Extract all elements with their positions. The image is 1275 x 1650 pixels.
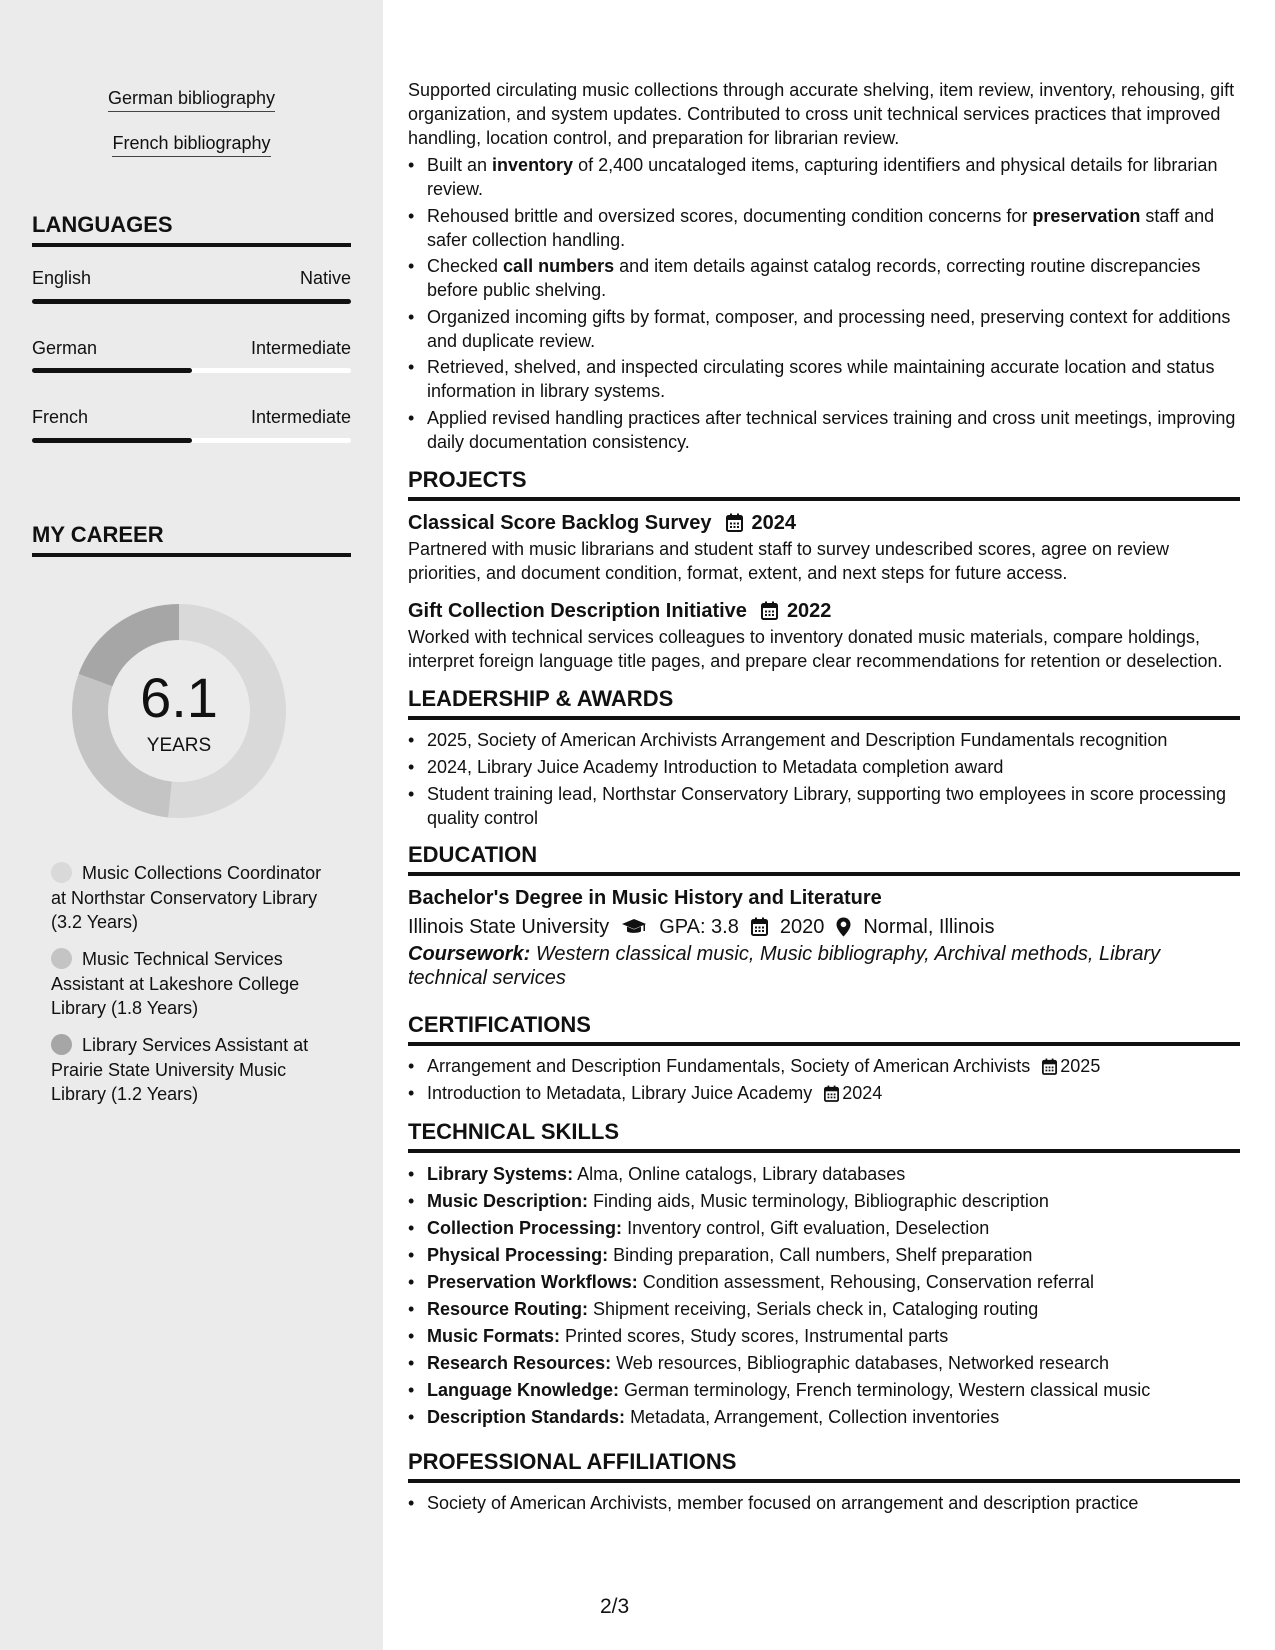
language-name: English [32, 268, 92, 288]
calendar-icon [824, 1085, 839, 1102]
language-name: French [32, 407, 89, 427]
project-description: Worked with technical services colleagues to inventory donated music materials, compare holdings, interpret foreign language title pages, and prepare clear recommendations for retention or deselection. [408, 626, 1223, 671]
project-title [408, 597, 1240, 625]
project-year: 2022 [786, 599, 832, 622]
skill-item: • Collection Processing: Inventory control, Gift evaluation, Deselection [408, 1215, 1240, 1242]
skill-item: • Preservation Workflows: Condition assessment, Rehousing, Conservation referral [408, 1269, 1240, 1296]
affiliations-list [408, 1491, 1240, 1515]
main-content [408, 78, 1240, 1515]
career-legend-item [51, 947, 331, 1021]
language-bar [32, 299, 351, 304]
degree-title: Bachelor's Degree in Music History and Literature [408, 886, 882, 909]
skill-item: • Resource Routing: Shipment receiving, Serials check in, Cataloging routing [408, 1296, 1240, 1323]
career-heading: MY CAREER [32, 522, 351, 557]
project-title [408, 509, 1240, 537]
education-meta [408, 912, 1240, 942]
skill-item: • Language Knowledge: German terminology, French terminology, Western classical music [408, 1377, 1240, 1404]
experience-bullet: • Checked call numbers and item details against catalog records, correcting routine discrepancies before public shelving. [408, 254, 1240, 302]
project-description: Partnered with music librarians and student staff to survey undescribed scores, agree on review priorities, and document condition, format, extent, and next steps for future access. [408, 538, 1170, 583]
career-legend-text: Library Services Assistant at Prairie State University Music Library (1.2 Years) [51, 1035, 309, 1104]
certification-year: 2025 [1060, 1055, 1101, 1076]
language-level: Intermediate [250, 338, 351, 358]
experience-bullet: • Applied revised handling practices after technical services training and cross unit meetings, improving daily documentation consistency. [408, 406, 1240, 454]
language-bar-fill [32, 299, 351, 304]
calendar-icon [761, 601, 778, 620]
certifications-heading: CERTIFICATIONS [408, 1012, 1240, 1046]
language-bar [32, 368, 351, 373]
experience-summary: Supported circulating music collections through accurate shelving, item review, inventory, rehousing, gift organization, and system updates. Contributed to cross unit technical services practices that improved handling, location control, and preparation for librarian review. [408, 80, 1235, 148]
experience-bullet: • Built an inventory of 2,400 uncataloged items, capturing identifiers and physical details for librarian review. [408, 153, 1240, 201]
school-location: Normal, Illinois [863, 915, 995, 938]
calendar-icon [751, 917, 768, 936]
languages-heading: LANGUAGES [32, 212, 351, 247]
experience-bullets [408, 153, 1240, 454]
affiliations-heading: PROFESSIONAL AFFILIATIONS [408, 1449, 1240, 1483]
legend-dot [51, 948, 72, 969]
interest-item: French bibliography [0, 133, 383, 154]
graduation-year: 2020 [779, 915, 825, 938]
language-bar-fill [32, 438, 192, 443]
skill-item: • Physical Processing: Binding preparation, Call numbers, Shelf preparation [408, 1242, 1240, 1269]
affiliations-section [408, 1449, 1240, 1515]
certifications-list [408, 1054, 1240, 1105]
skills-list [408, 1161, 1240, 1431]
leadership-item: • 2025, Society of American Archivists Arrangement and Description Fundamentals recognition [408, 728, 1240, 752]
calendar-icon [1042, 1058, 1057, 1075]
legend-dot [51, 862, 72, 883]
language-bar-fill [32, 368, 192, 373]
certifications-section [408, 1012, 1240, 1105]
interest-item: German bibliography [0, 88, 383, 109]
gpa: GPA: 3.8 [659, 915, 739, 938]
projects-heading: PROJECTS [408, 467, 1240, 501]
experience-bullet: • Organized incoming gifts by format, composer, and processing need, preserving context for additions and duplicate review. [408, 305, 1240, 353]
skills-heading: TECHNICAL SKILLS [408, 1119, 1240, 1153]
skill-item: • Description Standards: Metadata, Arrangement, Collection inventories [408, 1404, 1240, 1431]
calendar-icon [726, 513, 743, 532]
certification-item: • Introduction to Metadata, Library Juice Academy 2024 [408, 1081, 1240, 1105]
skill-item: • Research Resources: Web resources, Bibliographic databases, Networked research [408, 1350, 1240, 1377]
career-legend-item [51, 1033, 331, 1107]
career-legend-item [51, 861, 331, 935]
language-level: Intermediate [250, 407, 351, 427]
language-row [32, 268, 351, 289]
career-legend-text: Music Technical Services Assistant at Lakeshore College Library (1.8 Years) [51, 949, 300, 1018]
certification-year: 2024 [842, 1082, 883, 1103]
language-row [32, 407, 351, 428]
skills-section [408, 1119, 1240, 1431]
legend-dot [51, 1034, 72, 1055]
coursework-label: Coursework: [408, 942, 531, 965]
affiliation-item: • Society of American Archivists, member focused on arrangement and description practice [408, 1491, 1240, 1515]
certification-item: • Arrangement and Description Fundamentals, Society of American Archivists 2025 [408, 1054, 1240, 1078]
career-total-years: 6.1 [140, 666, 218, 729]
sidebar [0, 0, 383, 1650]
leadership-item: • Student training lead, Northstar Conservatory Library, supporting two employees in score processing quality control [408, 782, 1240, 830]
leadership-list [408, 728, 1240, 830]
page-number: 2/3 [600, 1595, 630, 1618]
experience-bullet: • Rehoused brittle and oversized scores, documenting condition concerns for preservation staff and safer collection handling. [408, 204, 1240, 252]
project-name: Gift Collection Description Initiative [408, 599, 747, 622]
location-pin-icon [836, 917, 851, 937]
leadership-item: • 2024, Library Juice Academy Introduction to Metadata completion award [408, 755, 1240, 779]
skill-item: • Library Systems: Alma, Online catalogs, Library databases [408, 1161, 1240, 1188]
education-section [408, 842, 1240, 990]
skill-item: • Music Formats: Printed scores, Study scores, Instrumental parts [408, 1323, 1240, 1350]
skill-item: • Music Description: Finding aids, Music terminology, Bibliographic description [408, 1188, 1240, 1215]
career-legend-text: Music Collections Coordinator at Northstar Conservatory Library (3.2 Years) [51, 863, 322, 932]
education-heading: EDUCATION [408, 842, 1240, 876]
experience-section [408, 78, 1240, 454]
language-bar [32, 438, 351, 443]
career-years-label: YEARS [146, 735, 212, 756]
language-name: German [32, 338, 98, 358]
school-name: Illinois State University [408, 915, 610, 938]
language-row [32, 338, 351, 359]
leadership-heading: LEADERSHIP & AWARDS [408, 686, 1240, 720]
projects-section [408, 467, 1240, 673]
project-name: Classical Score Backlog Survey [408, 511, 712, 534]
leadership-section [408, 686, 1240, 830]
coursework [408, 942, 1240, 990]
experience-bullet: • Retrieved, shelved, and inspected circulating scores while maintaining accurate location and status information in library systems. [408, 355, 1240, 403]
language-level: Native [299, 268, 351, 288]
project-year: 2024 [751, 511, 796, 534]
graduation-cap-icon [621, 918, 647, 936]
coursework-list: Western classical music, Music bibliography, Archival methods, Library technical services [408, 942, 1161, 989]
